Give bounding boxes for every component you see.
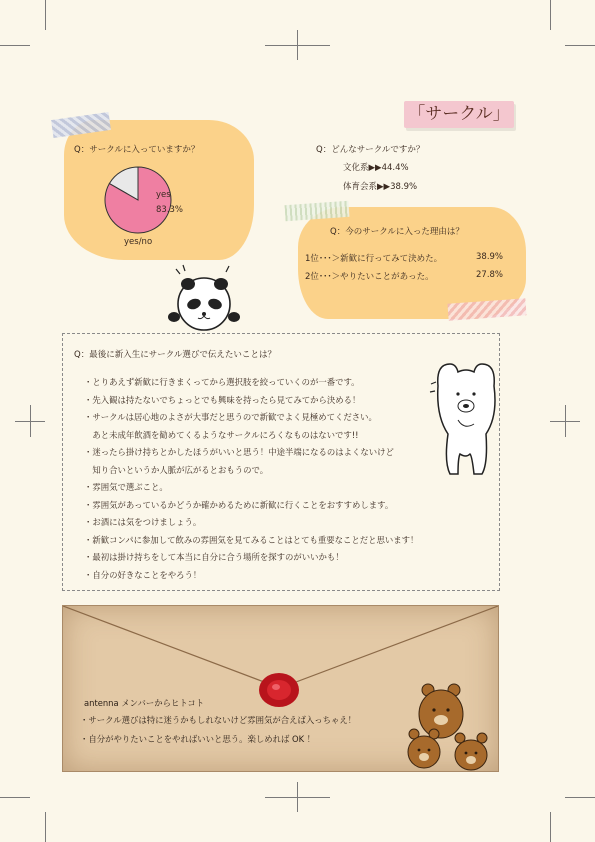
q3-row-1-text: 1位･･･＞新歓に行ってみて決めた。 <box>305 254 443 264</box>
pie-yes-value: 83.3% <box>156 205 184 215</box>
list-item: 知り合いというか人脈が広がるとおもうので。 <box>84 464 269 475</box>
list-item: あと未成年飲酒を勧めてくるようなサークルにろくなものはないです!! <box>84 429 359 440</box>
crop-mark <box>565 797 595 798</box>
crop-mark <box>45 812 46 842</box>
envelope-line-1: ・サークル選びは特に迷うかもしれないけど雰囲気が合えば入っちゃえ！ <box>80 715 357 725</box>
list-item: ・サークルは居心地のよさが大事だと思うので新歓でよく見極めてください。 <box>84 412 377 422</box>
q3-row-2-text: 2位･･･＞やりたいことがあった。 <box>305 272 434 282</box>
crop-mark <box>565 405 566 437</box>
q3-row-2-value: 27.8% <box>476 270 504 280</box>
q2-line-2: 体育会系▶︎▶︎38.9% <box>343 182 418 192</box>
page-title: 「サークル」 <box>404 101 514 128</box>
crop-mark <box>297 30 298 60</box>
envelope-heading: antenna メンバーからヒトコト <box>84 698 205 708</box>
pie-chart <box>98 160 178 240</box>
list-item: ・自分の好きなことをやろう！ <box>84 569 202 580</box>
list-item: ・とりあえず新歓に行きまくってから選択肢を絞っていくのが一番です。 <box>84 377 360 387</box>
crop-mark <box>45 0 46 30</box>
q1-question: Q：サークルに入っていますか？ <box>74 145 200 155</box>
bear-family-illustration <box>402 680 497 772</box>
q2-line-1: 文化系▶︎▶︎44.4% <box>343 163 409 173</box>
crop-mark <box>550 812 551 842</box>
q2-question: Q：どんなサークルですか？ <box>316 145 425 155</box>
crop-mark <box>565 45 595 46</box>
list-item: ・最初は掛け持ちをして本当に自分に合う場所を探すのがいいかも！ <box>84 552 344 562</box>
q4-question: Q：最後に新入生にサークル選びで伝えたいことは？ <box>74 350 276 360</box>
q3-row-1-value: 38.9% <box>476 252 504 262</box>
list-item: ・先入観は持たないでちょっとでも興味を持ったら見てみてから決める！ <box>84 394 361 405</box>
bear-illustration <box>428 356 503 486</box>
list-item: ・雰囲気で選ぶこと。 <box>84 482 168 492</box>
pie-yes-label: yes <box>156 190 171 200</box>
envelope-line-2: ・自分がやりたいことをやればいいと思う。楽しめれば OK ！ <box>80 734 316 744</box>
crop-mark <box>297 782 298 812</box>
wax-seal-icon <box>257 670 301 710</box>
crop-mark <box>550 0 551 30</box>
list-item: ・新歓コンパに参加して飲みの雰囲気を見てみることはとても重要なことだと思います！ <box>84 534 419 545</box>
list-item: ・雰囲気があっているかどうか確かめるために新歓に行くことをおすすめします。 <box>84 499 394 510</box>
q3-question: Q：今のサークルに入った理由は？ <box>330 227 464 237</box>
list-item: ・お酒には気をつけましょう。 <box>84 517 202 527</box>
crop-mark <box>30 405 31 437</box>
panda-illustration <box>160 262 245 337</box>
pie-caption: yes/no <box>124 237 153 247</box>
crop-mark <box>0 45 30 46</box>
list-item: ・迷ったら掛け持ちとかしたほうがいいと思う！中途半端になるのはよくないけど <box>84 447 394 457</box>
q4-list <box>84 374 418 584</box>
crop-mark <box>0 797 30 798</box>
